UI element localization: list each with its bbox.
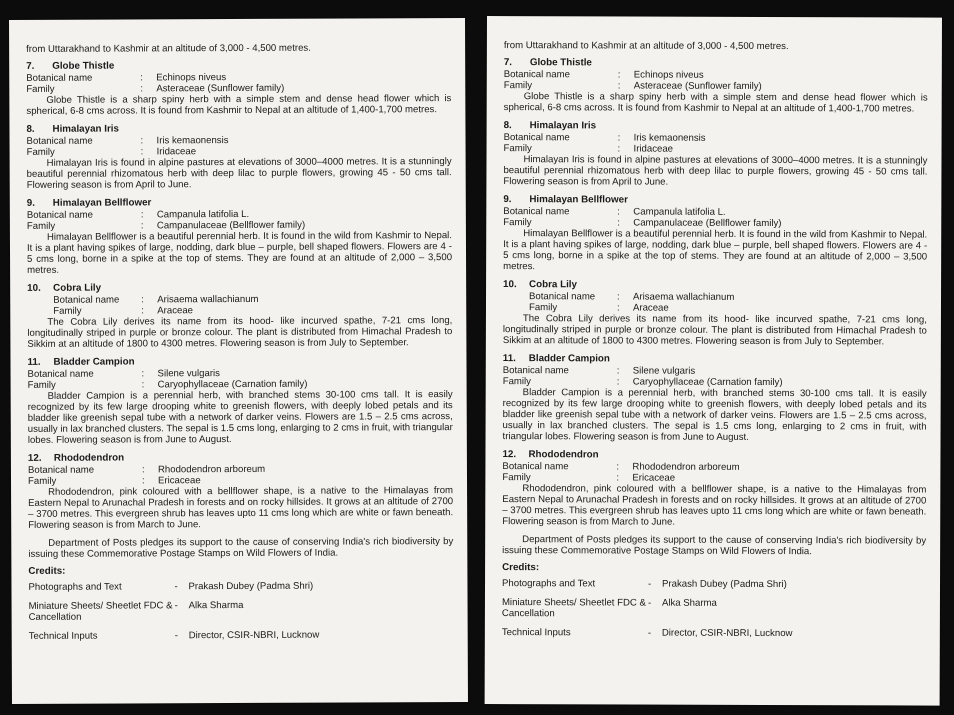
entry-number: 10. <box>27 282 41 294</box>
family-name: Caryophyllaceae (Carnation family) <box>632 376 783 389</box>
entry-title: Himalayan Iris <box>529 120 597 132</box>
separator: : <box>140 209 144 221</box>
flower-entry <box>502 449 926 528</box>
closing-paragraph: Department of Posts pledges its support to the cause of conserving India's rich biodiversity by issuing these Commemorative Postage Stamps on Wild Flowers of India. <box>502 534 927 558</box>
flower-entry <box>28 451 453 531</box>
entry-title: Rhododendron <box>528 449 599 461</box>
entry-description: Himalayan Bellflower is a beautiful perennial herb. It is found in the wild from Kashmir to Nepal. It is a plant having spikes of large, nodding, dark blue – purple, bell shaped flowers. Flowers are 4 - 5 cms long, borne in a spike at the top of stems. They are found at an altitude of 2,000 – 3,500 metres. <box>26 230 453 276</box>
botanical-name: Campanula latifolia L. <box>156 208 250 221</box>
family-name: Caryophyllaceae (Carnation family) <box>157 378 308 391</box>
botanical-label: Botanical name <box>27 464 95 476</box>
entry-description: Rhododendron, pink coloured with a bellflower shape, is a native to the Himalayas from Eastern Nepal to Arunachal Pradesh in forests and on rocky hillsides. It grows at an altitude of 2700 – 3700 metres. This evergreen shrub has leaves upto 11 cms long which are white or fawn beneath. Flowering season is from March to June. <box>28 485 454 531</box>
botanical-name: Iris kemaonensis <box>156 135 229 147</box>
botanical-label: Botanical name <box>502 365 569 377</box>
credit-value: Prakash Dubey (Padma Shri) <box>661 578 787 591</box>
family-label: Family <box>503 143 532 155</box>
credit-label: Miniature Sheets/ Sheetlet FDC & Cancellation <box>28 600 173 623</box>
entry-description: Bladder Campion is a perennial herb, with branched stems 30-100 cms tall. It is easily recognized by its few large drooping white to greenish flowers, with deeply lobed petals and its bladder like greenish sepal tube with a network of darker veins. Flowers are 1.5 – 2.5 cms across, usually in lax branched clusters. The sepal is 1.5 cms long, enlarging to 2 cms in fruit, with triangular lobes. Flowering season is from June to August. <box>502 387 927 443</box>
separator: : <box>140 83 143 95</box>
botanical-label: Botanical name <box>503 69 570 81</box>
entry-title: Globe Thistle <box>52 60 115 72</box>
flower-entry <box>503 353 927 443</box>
separator: : <box>617 69 621 81</box>
separator: : <box>617 217 620 229</box>
credit-row <box>502 627 926 639</box>
separator: : <box>617 132 621 144</box>
entry-title: Cobra Lily <box>53 282 102 294</box>
left-brochure-page <box>9 18 468 704</box>
separator: : <box>140 72 143 84</box>
family-label: Family <box>528 302 558 314</box>
entry-description: Himalayan Iris is found in alpine pastures at elevations of 3000–4000 metres. It is a stunningly beautiful perennial rhizomatous herb with deep lilac to purple flowers, growing 45 - 50 cms tall. Flowering season is from April to June. <box>503 154 928 188</box>
entry-description: Rhododendron, pink coloured with a bellflower shape, is a native to the Himalayas from Eastern Nepal to Arunachal Pradesh in forests and on rocky hillsides. It grows at an altitude of 2700 – 3700 metres. This evergreen shrub has leaves upto 11 cms long which are white or fawn beneath. Flowering season is from March to June. <box>502 483 927 528</box>
credit-dash: - <box>647 578 652 590</box>
separator: : <box>140 146 144 158</box>
separator: : <box>141 379 145 391</box>
entry-number: 7. <box>503 57 513 69</box>
flower-entry <box>503 279 927 347</box>
botanical-label: Botanical name <box>503 132 570 144</box>
family-label: Family <box>26 83 55 95</box>
entry-description: Globe Thistle is a sharp spiny herb with a simple stem and dense head flower which is spherical, 6-8 cms across. It is found from Kashmir to Nepal at an altitude of 1,400-1,700 metres. <box>503 91 928 115</box>
family-label: Family <box>26 146 55 158</box>
family-label: Family <box>502 376 531 388</box>
entry-number: 10. <box>503 279 517 291</box>
separator: : <box>141 294 144 306</box>
family-label: Family <box>503 80 533 92</box>
entry-number: 8. <box>503 120 512 132</box>
separator: : <box>616 302 620 314</box>
family-label: Family <box>502 472 531 484</box>
family-name: Campanulaceae (Bellflower family) <box>633 217 782 230</box>
entry-title: Bladder Campion <box>528 353 610 365</box>
family-name: Araceae <box>632 302 669 314</box>
separator: : <box>616 365 620 377</box>
credit-label: Technical Inputs <box>28 630 98 642</box>
credit-dash: - <box>647 597 652 609</box>
family-name: Asteraceae (Sunflower family) <box>633 80 762 92</box>
botanical-label: Botanical name <box>502 461 569 473</box>
flower-entry <box>27 281 452 350</box>
flower-entry <box>26 59 451 117</box>
family-label: Family <box>26 220 56 232</box>
right-brochure-page <box>485 16 942 706</box>
entry-title: Globe Thistle <box>529 57 592 69</box>
botanical-name: Silene vulgaris <box>157 368 220 380</box>
botanical-label: Botanical name <box>503 206 570 218</box>
family-name: Iridaceae <box>156 146 197 158</box>
entry-number: 9. <box>26 197 35 209</box>
entry-title: Himalayan Bellflower <box>529 194 628 206</box>
credit-dash: - <box>174 600 178 612</box>
credit-dash: - <box>647 627 652 639</box>
family-name: Araceae <box>157 305 194 317</box>
botanical-label: Botanical name <box>26 135 93 147</box>
credits-heading: Credits: <box>502 562 540 574</box>
botanical-name: Arisaema wallachianum <box>633 291 735 303</box>
entry-title: Bladder Campion <box>53 356 135 368</box>
credit-value: Prakash Dubey (Padma Shri) <box>188 580 314 593</box>
credit-label: Miniature Sheets/ Sheetlet FDC & Cancellation <box>501 597 646 620</box>
entry-title: Himalayan Iris <box>52 123 119 135</box>
separator: : <box>617 206 621 218</box>
entry-number: 11. <box>502 353 516 365</box>
page-content <box>26 42 454 650</box>
closing-paragraph: Department of Posts pledges its support to the cause of conserving India's rich biodiversity by issuing these Commemorative Postage Stamps on Wild Flowers of India. <box>28 536 454 560</box>
credit-label: Technical Inputs <box>501 627 571 639</box>
entry-description: Himalayan Iris is found in alpine pastures at elevations of 3000–4000 metres. It is a stunningly beautiful perennial rhizomatous herb with deep lilac to purple flowers, growing 45 - 50 cms tall. Flowering season is from April to June. <box>26 156 452 191</box>
family-name: Campanulaceae (Bellflower family) <box>156 219 306 232</box>
page-content <box>502 40 928 647</box>
entry-description: Bladder Campion is a perennial herb, with branched stems 30-100 cms tall. It is easily recognized by its few large drooping white to greenish flowers, with deeply lobed petals and its bladder like greenish sepal tube with a network of darker veins. Flowers are 1.5 – 2.5 cms across, usually in lax branched clusters. The sepal is 1.5 cms long, enlarging to 2 cms in fruit, with triangular lobes. Flowering season is from June to August. <box>27 389 453 446</box>
entry-number: 7. <box>26 60 35 72</box>
credit-dash: - <box>174 581 178 593</box>
separator: : <box>141 368 145 380</box>
entry-number: 12. <box>27 452 42 464</box>
separator: : <box>616 461 620 473</box>
separator: : <box>140 220 144 232</box>
botanical-name: Arisaema wallachianum <box>157 293 259 306</box>
entry-description: The Cobra Lily derives its name from its hood- like incurved spathe, 7-21 cms long, longitudinally striped in purple or bronze colour. The plant is distributed from Himachal Pradesh to Sikkim at an altitude of 1800 to 4300 metres. Flowering season is from July to September. <box>502 313 927 348</box>
entry-title: Rhododendron <box>53 452 125 464</box>
family-name: Iridaceae <box>633 143 674 155</box>
botanical-name: Rhododendron arboreum <box>632 461 740 473</box>
flower-entry <box>503 120 927 188</box>
entry-number: 12. <box>502 449 517 461</box>
family-label: Family <box>503 217 532 229</box>
separator: : <box>617 80 621 92</box>
separator: : <box>617 291 620 303</box>
botanical-label: Botanical name <box>26 72 93 84</box>
credit-value: Alka Sharma <box>661 597 717 609</box>
family-label: Family <box>27 379 56 391</box>
botanical-label: Botanical name <box>53 294 120 306</box>
entry-title: Himalayan Bellflower <box>52 197 152 209</box>
flower-entry <box>504 57 928 114</box>
intro-line: from Uttarakhand to Kashmir at an altitude of 3,000 - 4,500 metres. <box>503 40 789 53</box>
separator: : <box>141 475 145 487</box>
separator: : <box>617 143 621 155</box>
separator: : <box>616 376 620 388</box>
flower-entry <box>503 194 927 273</box>
credit-row <box>28 580 453 593</box>
botanical-name: Campanula latifolia L. <box>633 206 726 218</box>
botanical-name: Iris kemaonensis <box>633 132 706 144</box>
intro-line: from Uttarakhand to Kashmir at an altitude of 3,000 - 4,500 metres. <box>26 42 311 55</box>
family-name: Asteraceae (Sunflower family) <box>156 82 285 95</box>
entry-description: The Cobra Lily derives its name from its hood- like incurved spathe, 7-21 cms long, longitudinally striped in purple or bronze colour. The plant is distributed from Himachal Pradesh to Sikkim at an altitude of 1800 to 4300 metres. Flowering season is from July to September. <box>27 315 453 350</box>
credits-heading: Credits: <box>28 565 66 577</box>
botanical-name: Silene vulgaris <box>632 365 696 377</box>
credit-value: Director, CSIR-NBRI, Lucknow <box>661 627 793 640</box>
credit-value: Alka Sharma <box>188 599 244 612</box>
botanical-name: Echinops niveus <box>156 72 227 84</box>
entry-description: Himalayan Bellflower is a beautiful perennial herb. It is found in the wild from Kashmir to Nepal. It is a plant having spikes of large, nodding, dark blue – purple, bell shaped flowers. Flowers are 4 - 5 cms long, borne in a spike at the top of stems. They are found at an altitude of 2,000 – 3,500 metres. <box>503 228 928 273</box>
credit-dash: - <box>174 630 178 642</box>
entry-description: Globe Thistle is a sharp spiny herb with a simple stem and dense head flower which is spherical, 6-8 cms across. It is found from Kashmir to Nepal at an altitude of 1,400-1,700 metres. <box>26 93 452 117</box>
family-label: Family <box>53 305 82 317</box>
botanical-label: Botanical name <box>26 209 94 221</box>
family-name: Ericaceae <box>632 472 676 484</box>
credit-row <box>29 629 454 642</box>
flower-entry <box>26 122 451 191</box>
botanical-name: Rhododendron arboreum <box>157 463 266 476</box>
botanical-label: Botanical name <box>529 291 596 303</box>
family-label: Family <box>27 475 57 487</box>
entry-title: Cobra Lily <box>529 279 577 291</box>
separator: : <box>141 464 145 476</box>
credit-row <box>29 599 454 623</box>
separator: : <box>616 472 620 484</box>
flower-entry <box>27 355 452 446</box>
flower-entry <box>27 196 452 276</box>
entry-number: 11. <box>27 356 41 368</box>
entry-number: 9. <box>503 194 512 206</box>
botanical-label: Botanical name <box>27 368 94 380</box>
credit-label: Photographs and Text <box>501 578 596 590</box>
credit-label: Photographs and Text <box>28 581 122 593</box>
credit-row <box>502 578 926 590</box>
entry-number: 8. <box>26 123 35 135</box>
family-name: Ericaceae <box>157 475 201 487</box>
botanical-name: Echinops niveus <box>633 69 704 81</box>
separator: : <box>141 305 144 317</box>
credit-value: Director, CSIR-NBRI, Lucknow <box>188 629 320 642</box>
separator: : <box>140 135 144 147</box>
credit-row <box>502 597 926 620</box>
